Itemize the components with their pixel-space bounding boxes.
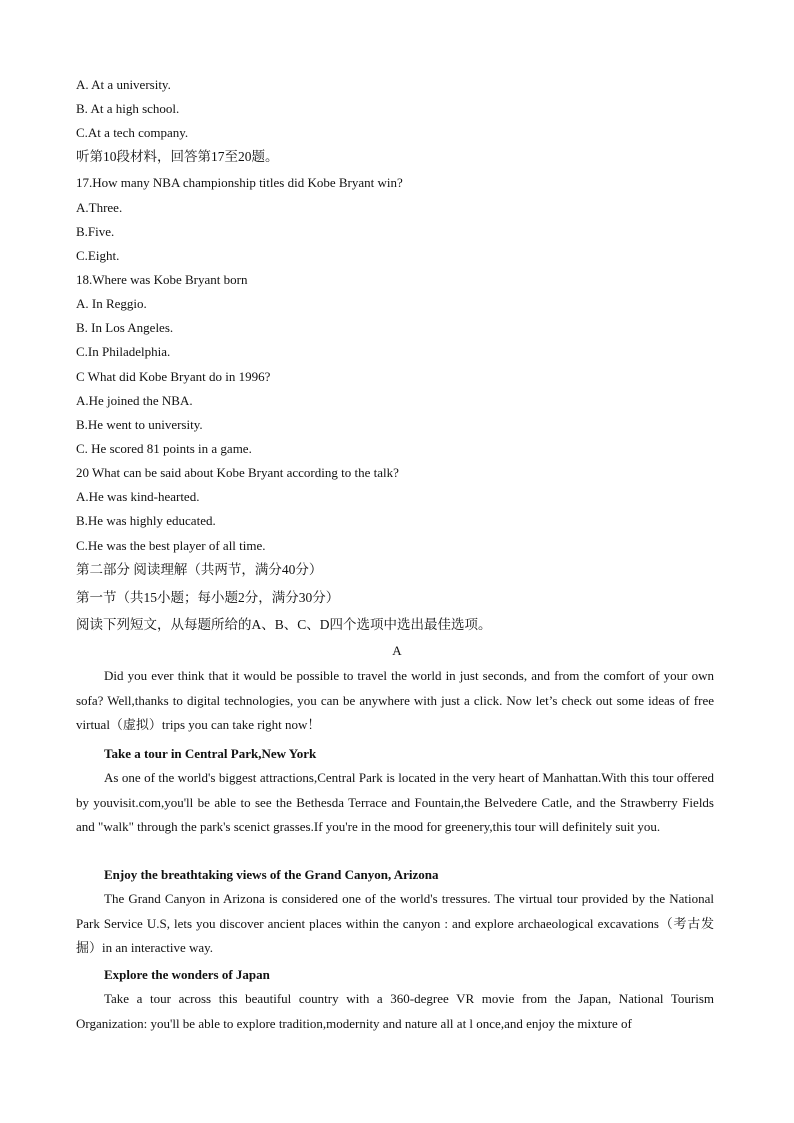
paragraph-japan: Take a tour across this beautiful country with a 360-degree VR movie from the Japan, National Tourism Organization: you'll be able to explore tradition,modernity and nature all at l once,and enjoy the mixture of [76, 991, 714, 1031]
section-heading-japan: Explore the wonders of Japan [104, 967, 270, 982]
q20-question: 20 What can be said about Kobe Bryant according to the talk? [76, 465, 399, 480]
reading-instruction: 阅读下列短文，从每题所给的A、B、C、D四个选项中选出最佳选项。 [76, 617, 492, 632]
q17-option-c: C.Eight. [76, 248, 120, 263]
q16-option-c: C.At a tech company. [76, 125, 189, 140]
q19-option-b: B.He went to university. [76, 417, 203, 432]
listening-instruction: 听第10段材料，回答第17至20题。 [76, 149, 279, 164]
q19-question: C What did Kobe Bryant do in 1996? [76, 369, 271, 384]
q19-option-c: C. He scored 81 points in a game. [76, 441, 252, 456]
q18-option-a: A. In Reggio. [76, 296, 147, 311]
q16-option-a: A. At a university. [76, 77, 171, 92]
q17-question: 17.How many NBA championship titles did Kobe Bryant win? [76, 175, 403, 190]
q20-option-c: C.He was the best player of all time. [76, 538, 266, 553]
paragraph-grand-canyon: The Grand Canyon in Arizona is considered one of the world's tressures. The virtual tour provided by the National Park Service U.S, lets you discover ancient places within the canyon : and explore archaeological excavations（考古发掘）in an interactive way. [76, 891, 714, 955]
passage-label: A [392, 643, 402, 658]
paragraph-central-park: As one of the world's biggest attractions,Central Park is located in the very heart of Manhattan.With this tour offered by youvisit.com,you'll be able to see the Bethesda Terrace and Fountain,the Belvedere Catle, and the Strawberry Fields and "walk" through the park's scenict grasses.If you're in the mood for greenery,this tour will definitely suit you. [76, 770, 714, 834]
q20-option-a: A.He was kind-hearted. [76, 489, 200, 504]
q18-option-b: B. In Los Angeles. [76, 320, 174, 335]
q19-option-a: A.He joined the NBA. [76, 393, 193, 408]
section1-title: 第一节（共15小题；每小题2分，满分30分） [76, 590, 340, 605]
section-heading-grand-canyon: Enjoy the breathtaking views of the Grand Canyon, Arizona [104, 867, 439, 882]
q17-option-a: A.Three. [76, 200, 123, 215]
section-heading-central-park: Take a tour in Central Park,New York [104, 746, 317, 761]
q16-option-b: B. At a high school. [76, 101, 180, 116]
part2-title: 第二部分 阅读理解（共两节，满分40分） [76, 562, 323, 577]
passage-intro: Did you ever think that it would be possible to travel the world in just seconds, and from the comfort of your own sofa? Well,thanks to digital technologies, you can be anywhere with just a click. Now let’s check out some ideas of free virtual（虚拟）trips you can take right now！ [76, 668, 714, 732]
q20-option-b: B.He was highly educated. [76, 513, 216, 528]
q18-question: 18.Where was Kobe Bryant born [76, 272, 248, 287]
q18-option-c: C.In Philadelphia. [76, 344, 171, 359]
q17-option-b: B.Five. [76, 224, 115, 239]
